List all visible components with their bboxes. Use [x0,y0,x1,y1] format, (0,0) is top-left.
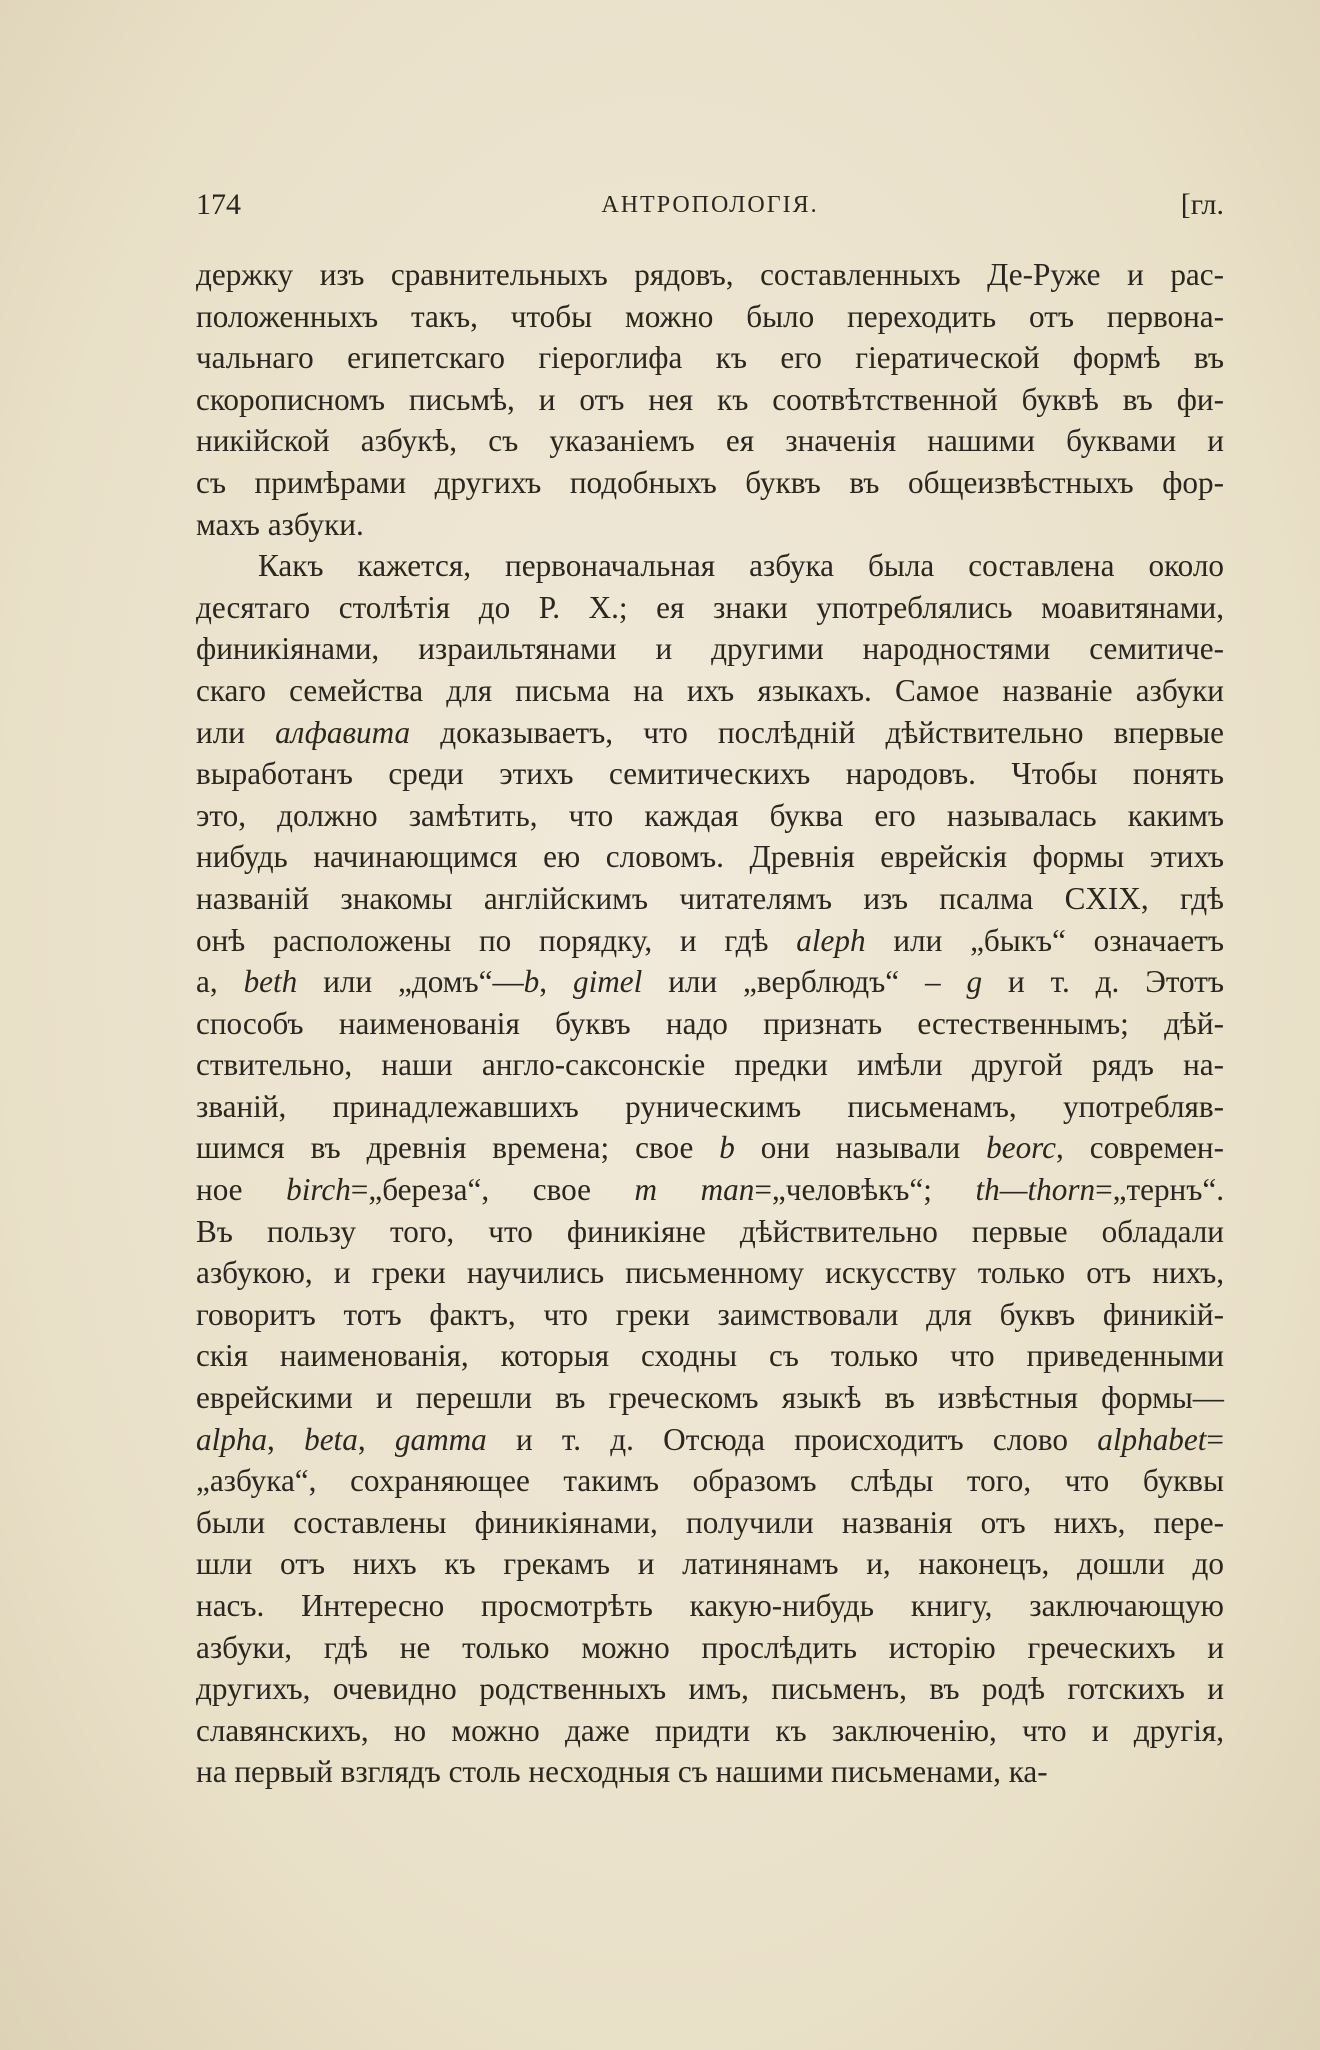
text-run: никійской азбукѣ, съ указаніемъ ея значенія нашими буквами и [196,423,1224,459]
text-run: , [539,964,573,1000]
italic-word: alphabet [1097,1421,1207,1457]
text-run: , [267,1421,305,1457]
text-run: a, [196,964,244,1000]
text-run: =„человѣкъ“; [754,1172,976,1208]
text-line [196,795,1224,837]
text-line [196,1252,1224,1294]
text-line [196,1668,1224,1710]
italic-word: aleph [796,922,866,958]
text-line [196,504,1224,546]
text-run: шимся въ древнія времена; свое [196,1130,720,1166]
text-line [196,1003,1224,1045]
text-run: говоритъ тотъ фактъ, что греки заимствовали для буквъ финикій- [196,1296,1224,1332]
text-line [196,1502,1224,1544]
text-run: доказываетъ, что послѣдній дѣйствительно впервые [410,714,1224,750]
text-line [196,462,1224,504]
text-line [196,961,1224,1003]
text-line [196,836,1224,878]
chapter-mark: [гл. [1180,188,1224,221]
text-run: махъ азбуки. [196,506,364,542]
text-run: или „быкъ“ означаетъ [865,922,1224,958]
italic-word: alpha [196,1421,268,1457]
italic-word: алфавита [275,714,411,750]
italic-word: m man [634,1172,755,1208]
text-line [196,337,1224,379]
italic-word: b [523,964,540,1000]
text-run: =„береза“, свое [350,1172,635,1208]
text-run: нибудь начинающимся ею словомъ. Древнія еврейскія формы этихъ [196,839,1224,875]
text-line [196,712,1224,754]
text-run: , современ- [1056,1130,1224,1166]
text-line [196,587,1224,629]
text-run: онѣ расположены по порядку, и гдѣ [196,922,797,958]
text-line [196,1335,1224,1377]
italic-word: birch [286,1172,351,1208]
text-line [196,1751,1224,1793]
text-line [196,1169,1224,1211]
text-line [196,628,1224,670]
page-number: 174 [196,188,241,221]
text-run: на первый взглядъ столь несходныя съ нашими письменами, ка- [196,1754,1048,1790]
text-run: скаго семейства для письма на ихъ языкахъ. Самое названіе азбуки [196,672,1224,708]
text-run: они называли [734,1130,987,1166]
text-run: Въ пользу того, что финикіяне дѣйствительно первые обладали [196,1213,1224,1249]
text-run: и т. д. Этотъ [982,964,1224,1000]
text-line [196,254,1224,296]
italic-word: beta [304,1421,358,1457]
text-run: десятаго столѣтія до Р. Х.; ея знаки употреблялись моавитянами, [196,589,1224,625]
italic-word: beth [243,964,298,1000]
text-run: съ примѣрами другихъ подобныхъ буквъ въ общеизвѣстныхъ фор- [196,464,1224,500]
text-run: или „домъ“— [297,964,524,1000]
text-line [196,296,1224,338]
text-run: =„тернъ“. [1095,1172,1225,1208]
text-line [196,1543,1224,1585]
text-line [196,1086,1224,1128]
text-line [196,1211,1224,1253]
running-header [196,188,1224,228]
italic-word: b [719,1130,735,1166]
running-title: АНТРОПОЛОГІЯ. [601,192,819,218]
text-run: азбуки, гдѣ не только можно прослѣдить исторію греческихъ и [196,1629,1224,1665]
text-run: и т. д. Отсюда происходитъ слово [486,1421,1098,1457]
italic-word: gimel [572,964,643,1000]
text-run: или [196,714,276,750]
text-run: финикіянами, израильтянами и другими народностями семитиче- [196,631,1224,667]
text-run: чальнаго египетскаго гіероглифа къ его гіератической формѣ въ [196,340,1224,376]
paragraph [196,545,1224,1793]
text-line [196,1377,1224,1419]
text-line [196,1627,1224,1669]
text-line [196,1710,1224,1752]
text-run: скія наименованія, которыя сходны съ только что приведенными [196,1338,1224,1374]
text-run: это, должно замѣтить, что каждая буква его называлась какимъ [196,797,1224,833]
text-line [196,420,1224,462]
text-line [196,753,1224,795]
paragraph [196,254,1224,545]
text-line [196,1294,1224,1336]
text-run: шли отъ нихъ къ грекамъ и латинянамъ и, наконецъ, дошли до [196,1546,1224,1582]
text-line [196,1419,1224,1461]
text-line [196,1044,1224,1086]
text-line [196,1585,1224,1627]
text-run: , [357,1421,395,1457]
text-run: насъ. Интересно просмотрѣть какую-нибудь книгу, заключающую [196,1588,1224,1623]
text-run: Какъ кажется, первоначальная азбука была составлена около [258,548,1224,584]
text-run: еврейскими и перешли въ греческомъ языкѣ въ извѣстныя формы— [196,1380,1224,1416]
text-line [196,545,1224,587]
text-run: выработанъ среди этихъ семитическихъ народовъ. Чтобы понять [196,756,1224,792]
text-run: ствительно, наши англо-саксонскіе предки имѣли другой рядъ на- [196,1047,1224,1083]
text-run: славянскихъ, но можно даже придти къ заключенію, что и другія, [196,1712,1224,1748]
body-text [196,254,1224,1793]
text-run: = [1206,1421,1225,1457]
text-run: званій, принадлежавшихъ руническимъ письменамъ, употребляв- [196,1088,1224,1124]
text-line [196,1460,1224,1502]
italic-word: th—thorn [975,1172,1096,1208]
text-run: или „верблюдъ“ – [642,964,967,1000]
text-run: азбукою, и греки научились письменному искусству только отъ нихъ, [196,1255,1224,1291]
text-line [196,878,1224,920]
italic-word: beorc [986,1130,1056,1166]
text-line [196,379,1224,421]
text-run: скорописномъ письмѣ, и отъ нея къ соотвѣтственной буквѣ въ фи- [196,381,1224,417]
text-run: держку изъ сравнительныхъ рядовъ, составленныхъ Де-Руже и рас- [196,257,1224,292]
text-run: „азбука“, сохраняющее такимъ образомъ слѣды того, что буквы [196,1463,1224,1499]
italic-word: g [966,964,983,1000]
text-run: ное [196,1172,287,1208]
text-line [196,920,1224,962]
italic-word: gamma [394,1421,487,1457]
text-run: другихъ, очевидно родственныхъ имъ, письменъ, въ родѣ готскихъ и [196,1671,1224,1707]
text-line [196,670,1224,712]
text-line [196,1127,1224,1169]
text-run: названій знакомы англійскимъ читателямъ изъ псалма CXIX, гдѣ [196,880,1224,916]
text-run: способъ наименованія буквъ надо признать естественнымъ; дѣй- [196,1005,1224,1041]
text-run: положенныхъ такъ, чтобы можно было переходить отъ первона- [196,298,1224,334]
text-run: были составлены финикіянами, получили названія отъ нихъ, пере- [196,1504,1224,1540]
